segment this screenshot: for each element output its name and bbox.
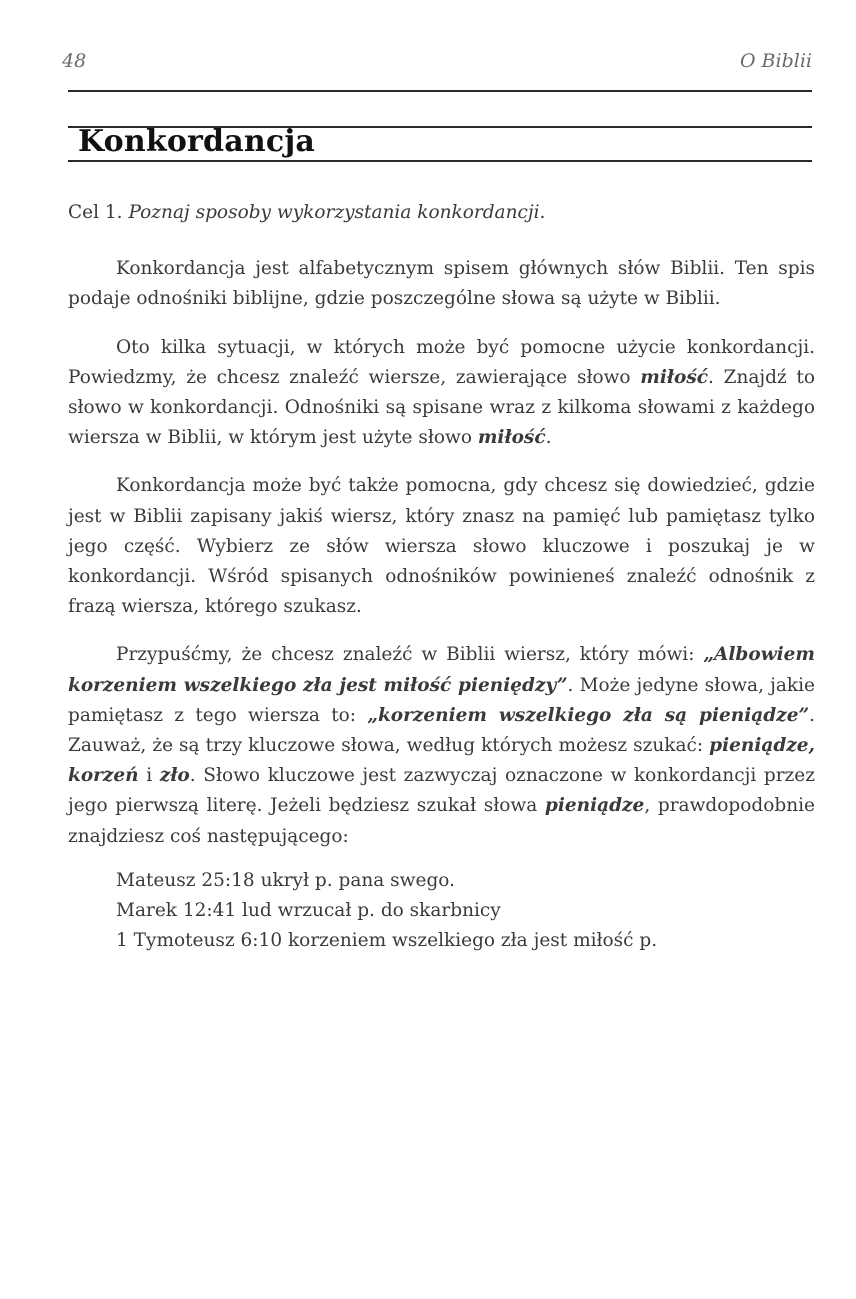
section-rule-bottom: [68, 160, 812, 162]
p2-keyword-2: miłość: [477, 427, 546, 449]
section-title: Konkordancja: [78, 124, 316, 159]
paragraph-3: Konkordancja może być także pomocna, gdy chcesz się dowiedzieć, gdzie jest w Biblii zapisany jakiś wiersz, który znasz na pamięć lub pamiętasz tylko jego część. Wybierz ze słów wiersza słowo kluczowe i poszukaj je w konkordancji. Wśród spisanych odnośników powinieneś znaleźć odnośnik z frazą wiersza, którego szukasz.: [68, 475, 815, 618]
goal-label: Cel 1.: [68, 202, 123, 223]
p2-text-3: .: [545, 427, 552, 449]
paragraph-4: [68, 640, 815, 851]
p4-quote-2: „korzeniem wszelkiego zła są pieniądze”: [367, 704, 810, 726]
p4-text-2: . Może jedyne słowa, jakie pamiętasz z tego wiersza to:: [68, 674, 815, 726]
concordance-entry: Marek 12:41 lud wrzucał p. do skarbnicy: [116, 900, 501, 922]
p4-text-3: . Zauważ, że są trzy kluczowe słowa, według których możesz szukać:: [68, 704, 815, 757]
p4-text-5: . Słowo kluczowe jest zazwyczaj oznaczone w konkordancji przez jego pierwszą literę. Jeżeli będziesz szukał słowa: [68, 765, 815, 817]
concordance-entry: 1 Tymoteusz 6:10 korzeniem wszelkiego zła jest miłość p.: [116, 930, 658, 952]
header-rule: [68, 90, 812, 92]
p4-text-1: Przypuśćmy, że chcesz znaleźć w Biblii wiersz, który mówi:: [116, 644, 704, 666]
p4-text-6: , prawdopodobnie znajdziesz coś następującego:: [68, 795, 815, 847]
running-title: O Biblii: [739, 50, 812, 72]
concordance-entries: [116, 866, 815, 957]
p4-keywords: pieniądze, korzeń: [68, 735, 815, 787]
concordance-entry: Mateusz 25:18 ukrył p. pana swego.: [116, 869, 455, 891]
p4-text-4: i: [138, 765, 160, 787]
page-number: 48: [62, 50, 87, 72]
p4-keyword-zlo: zło: [159, 765, 190, 787]
p2-keyword-1: miłość: [640, 366, 709, 388]
p2-text-1: Oto kilka sytuacji, w których może być pomocne użycie konkordancji. Powiedzmy, że chcesz znaleźć wiersze, zawierające słowo: [68, 336, 815, 388]
paragraph-2: [68, 333, 815, 454]
p4-keyword-pieniadze: pieniądze: [544, 795, 645, 817]
body-text: [68, 198, 815, 956]
p2-text-2: . Znajdź to słowo w konkordancji. Odnośniki są spisane wraz z kilkoma słowami z każdego wiersza w Biblii, w którym jest użyte słowo: [68, 366, 815, 449]
goal-text: Poznaj sposoby wykorzystania konkordancji.: [128, 202, 546, 223]
p4-quote-1: „Albowiem korzeniem wszelkiego zła jest miłość pieniędzy”: [68, 644, 815, 696]
paragraph-1: Konkordancja jest alfabetycznym spisem głównych słów Biblii. Ten spis podaje odnośniki biblijne, gdzie poszczególne słowa są użyte w Biblii.: [68, 258, 815, 310]
lesson-goal: [68, 198, 815, 228]
